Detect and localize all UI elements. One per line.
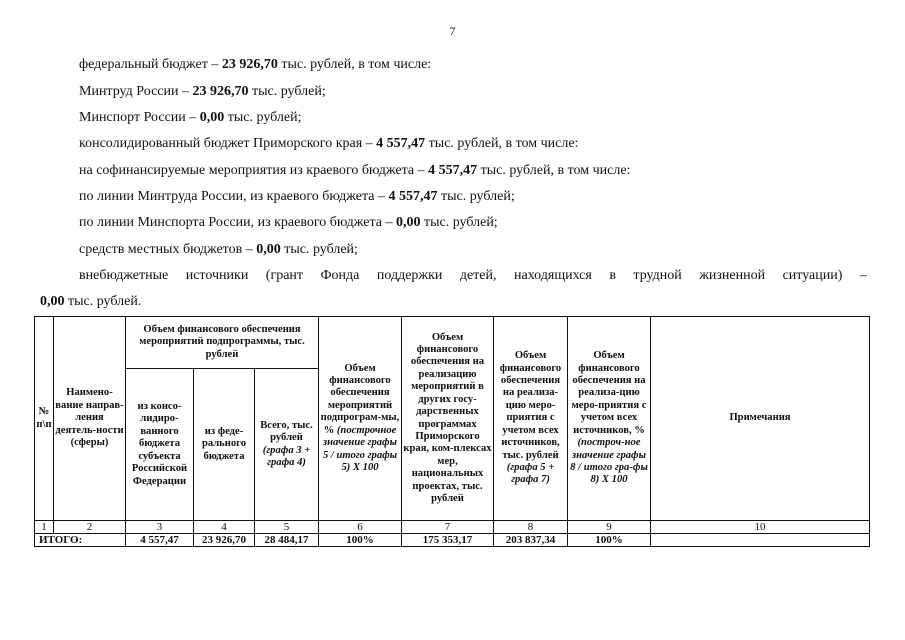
- total-sum: 28 484,17: [255, 534, 319, 547]
- total-row: [35, 534, 870, 547]
- header-other-programs: Объем финансового обеспечения на реализацию мероприятий в других госу-дарственных программах Приморского края, ком-плексах мер, национальных проектах, тыс. рублей: [402, 317, 494, 521]
- header-all-sources: Объем финансового обеспечения на реализа-цию меро-приятия с учетом всех источников, тыс. рублей (графа 5 + графа 7): [494, 317, 568, 521]
- funding-line: средств местных бюджетов – 0,00 тыс. рублей;: [79, 242, 358, 257]
- header-num: № п\п: [35, 317, 54, 521]
- total-other-programs: 175 353,17: [402, 534, 494, 547]
- total-notes: [651, 534, 870, 547]
- total-all-sources-share: 100%: [568, 534, 651, 547]
- funding-line: консолидированный бюджет Приморского края – 4 557,47 тыс. рублей, в том числе:: [79, 136, 579, 151]
- col-number: 9: [568, 521, 651, 534]
- header-all-sources-share: Объем финансового обеспечения на реализа-цию меро-приятия с учетом всех источников, % (построч-ное значение графы 8 / итого гра-фы 8) Х 100: [568, 317, 651, 521]
- col-number: 10: [651, 521, 870, 534]
- header-federal: из феде-рального бюджета: [194, 369, 255, 521]
- col-number: 1: [35, 521, 54, 534]
- header-share: Объем финансового обеспечения мероприятий подпрограм-мы, % (построчное значение графы 5 / итого графы 5) Х 100: [319, 317, 402, 521]
- col-number: 3: [126, 521, 194, 534]
- col-number: 6: [319, 521, 402, 534]
- funding-line: по линии Минтруда России, из краевого бюджета – 4 557,47 тыс. рублей;: [79, 189, 515, 204]
- funding-table: [34, 316, 870, 547]
- funding-line: Минспорт России – 0,00 тыс. рублей;: [79, 110, 302, 125]
- total-all-sources: 203 837,34: [494, 534, 568, 547]
- col-number: 2: [54, 521, 126, 534]
- funding-table-wrap: [34, 316, 870, 547]
- funding-line: федеральный бюджет – 23 926,70 тыс. рублей, в том числе:: [79, 57, 432, 72]
- total-share: 100%: [319, 534, 402, 547]
- funding-line: Минтруд России – 23 926,70 тыс. рублей;: [79, 84, 326, 99]
- col-number: 4: [194, 521, 255, 534]
- column-number-row: [35, 521, 870, 534]
- header-consolidated: из консо-лидиро-ванного бюджета субъекта Российской Федерации: [126, 369, 194, 521]
- col-number: 5: [255, 521, 319, 534]
- extrabudget-line: внебюджетные источники (грант Фонда поддержки детей, находящихся в трудной жизненной ситуации) –: [79, 268, 867, 283]
- total-label: ИТОГО:: [35, 534, 126, 547]
- header-direction: Наимено-вание направ-ления деятель-ности (сферы): [54, 317, 126, 521]
- header-subprogram-group: Объем финансового обеспечения мероприятий подпрограммы, тыс. рублей: [126, 317, 319, 369]
- header-notes: Примечания: [651, 317, 870, 521]
- total-federal: 23 926,70: [194, 534, 255, 547]
- col-number: 8: [494, 521, 568, 534]
- col-number: 7: [402, 521, 494, 534]
- funding-line: на софинансируемые мероприятия из краевого бюджета – 4 557,47 тыс. рублей, в том числе:: [79, 163, 631, 178]
- header-total: Всего, тыс. рублей (графа 3 + графа 4): [255, 369, 319, 521]
- total-consolidated: 4 557,47: [126, 534, 194, 547]
- extrabudget-line-cont: 0,00 тыс. рублей.: [40, 294, 142, 309]
- funding-line: по линии Минспорта России, из краевого бюджета – 0,00 тыс. рублей;: [79, 215, 498, 230]
- page-number: 7: [449, 24, 456, 38]
